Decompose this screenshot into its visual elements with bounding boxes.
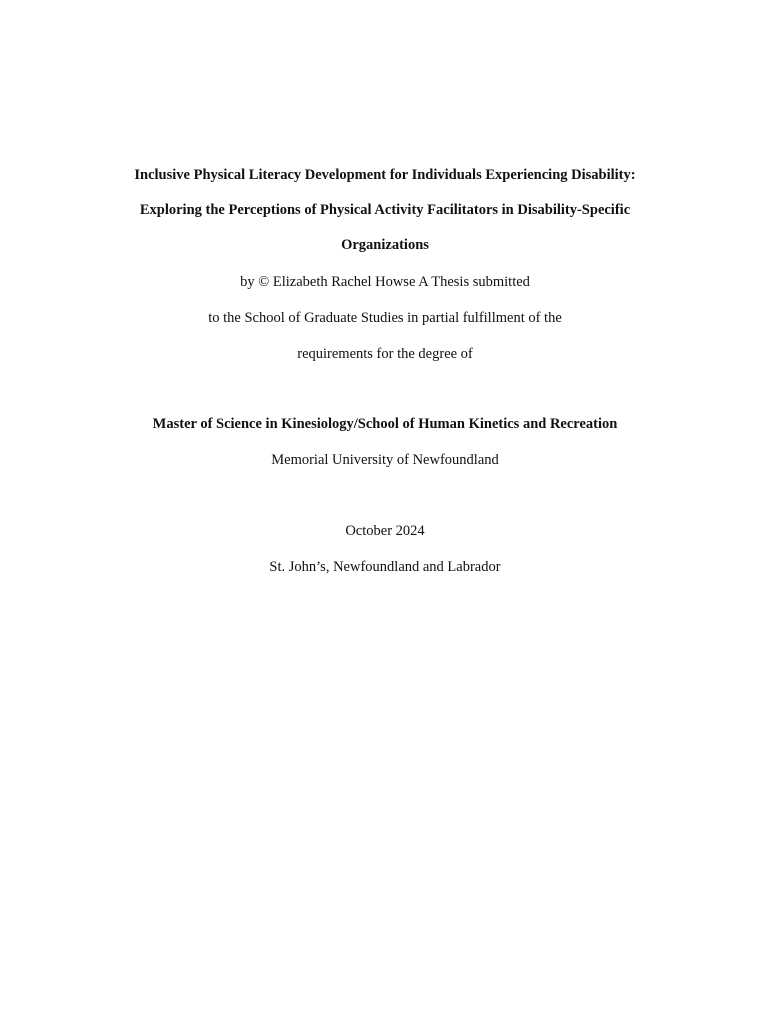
submission-date: October 2024 bbox=[345, 523, 425, 539]
submission-location: St. John’s, Newfoundland and Labrador bbox=[269, 559, 501, 575]
submission-line-1: to the School of Graduate Studies in partial fulfillment of the bbox=[208, 310, 562, 326]
title-line-1: Inclusive Physical Literacy Development for Individuals Experiencing Disability: bbox=[134, 167, 636, 183]
title-line-2: Exploring the Perceptions of Physical Activity Facilitators in Disability-Specific bbox=[139, 202, 631, 218]
author-line: by © Elizabeth Rachel Howse A Thesis submitted bbox=[240, 274, 530, 290]
submission-line-2: requirements for the degree of bbox=[297, 346, 473, 362]
title-line-3: Organizations bbox=[341, 237, 429, 253]
degree-title: Master of Science in Kinesiology/School of Human Kinetics and Recreation bbox=[152, 416, 618, 432]
university-name: Memorial University of Newfoundland bbox=[271, 452, 499, 468]
